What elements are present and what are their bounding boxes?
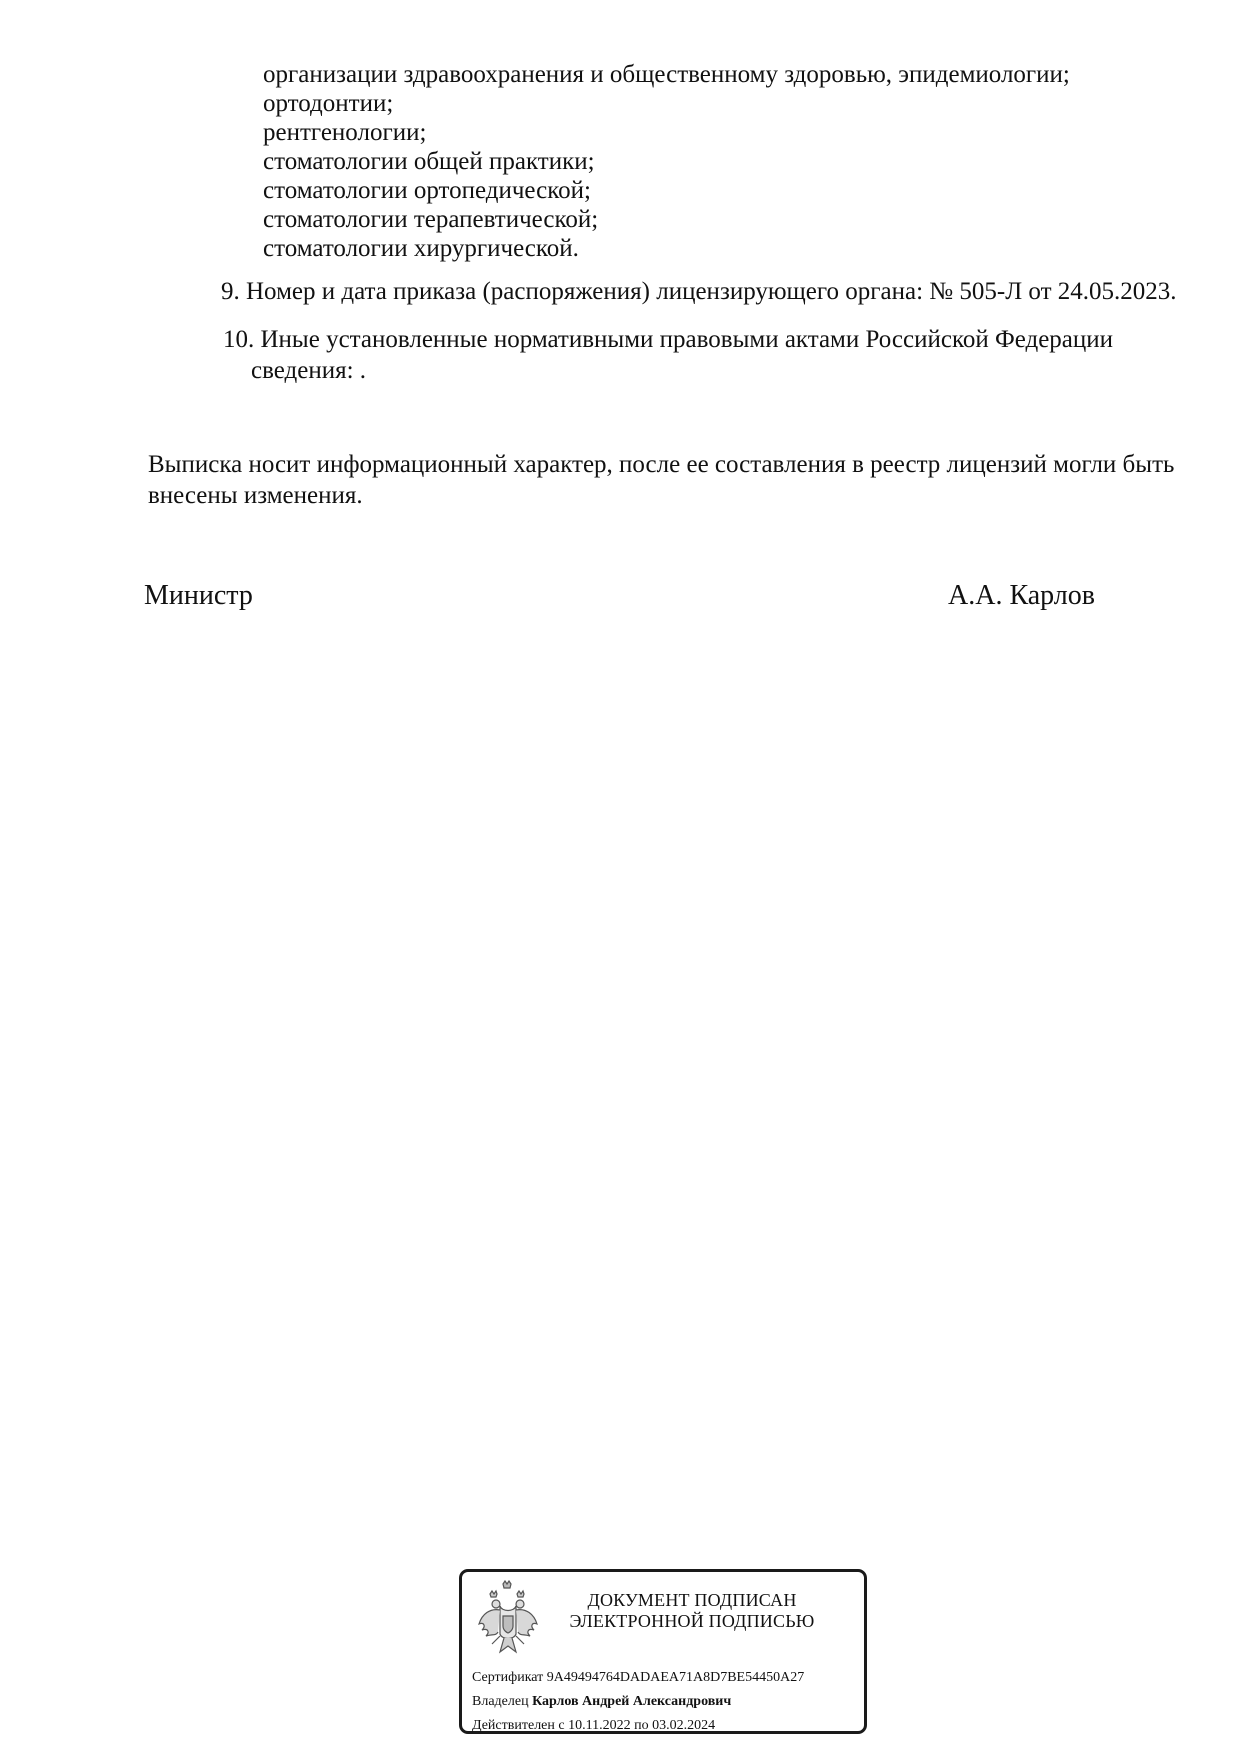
list-item: стоматологии терапевтической; [263, 206, 599, 233]
stamp-heading [562, 1590, 822, 1632]
stamp-validity: Действителен с 10.11.2022 по 03.02.2024 [472, 1718, 716, 1733]
stamp-heading-line2: ЭЛЕКТРОННОЙ ПОДПИСЬЮ [569, 1611, 815, 1631]
other-info-item [223, 324, 1113, 386]
electronic-signature-stamp [459, 1569, 867, 1734]
list-item: ортодонтии; [263, 90, 394, 117]
list-item: стоматологии общей практики; [263, 148, 595, 175]
coat-of-arms-icon [476, 1580, 540, 1662]
signer-title: Министр [144, 580, 253, 611]
other-info-line2: сведения: . [251, 357, 367, 384]
signer-name: А.А. Карлов [948, 580, 1095, 611]
list-item: организации здравоохранения и общественному здоровью, эпидемиологии; [263, 61, 1070, 88]
informational-note [148, 449, 1174, 511]
note-line1: Выписка носит информационный характер, после ее составления в реестр лицензий могли быть [148, 451, 1175, 478]
stamp-certificate: Сертификат 9A49494764DADAEA71A8D7BE54450A27 [472, 1670, 805, 1685]
list-item: стоматологии хирургической. [263, 235, 579, 262]
stamp-owner [472, 1693, 731, 1711]
note-line2: внесены изменения. [148, 482, 363, 509]
list-item: стоматологии ортопедической; [263, 177, 591, 204]
stamp-owner-label: Владелец [472, 1694, 529, 1709]
list-item: рентгенологии; [263, 119, 427, 146]
stamp-heading-line1: ДОКУМЕНТ ПОДПИСАН [587, 1590, 797, 1610]
other-info-line1: 10. Иные установленные нормативными правовыми актами Российской Федерации [223, 326, 1114, 353]
order-number-item: 9. Номер и дата приказа (распоряжения) лицензирующего органа: № 505-Л от 24.05.2023. [221, 278, 1177, 305]
stamp-owner-name: Карлов Андрей Александрович [532, 1694, 732, 1709]
specialty-list [263, 60, 1070, 263]
